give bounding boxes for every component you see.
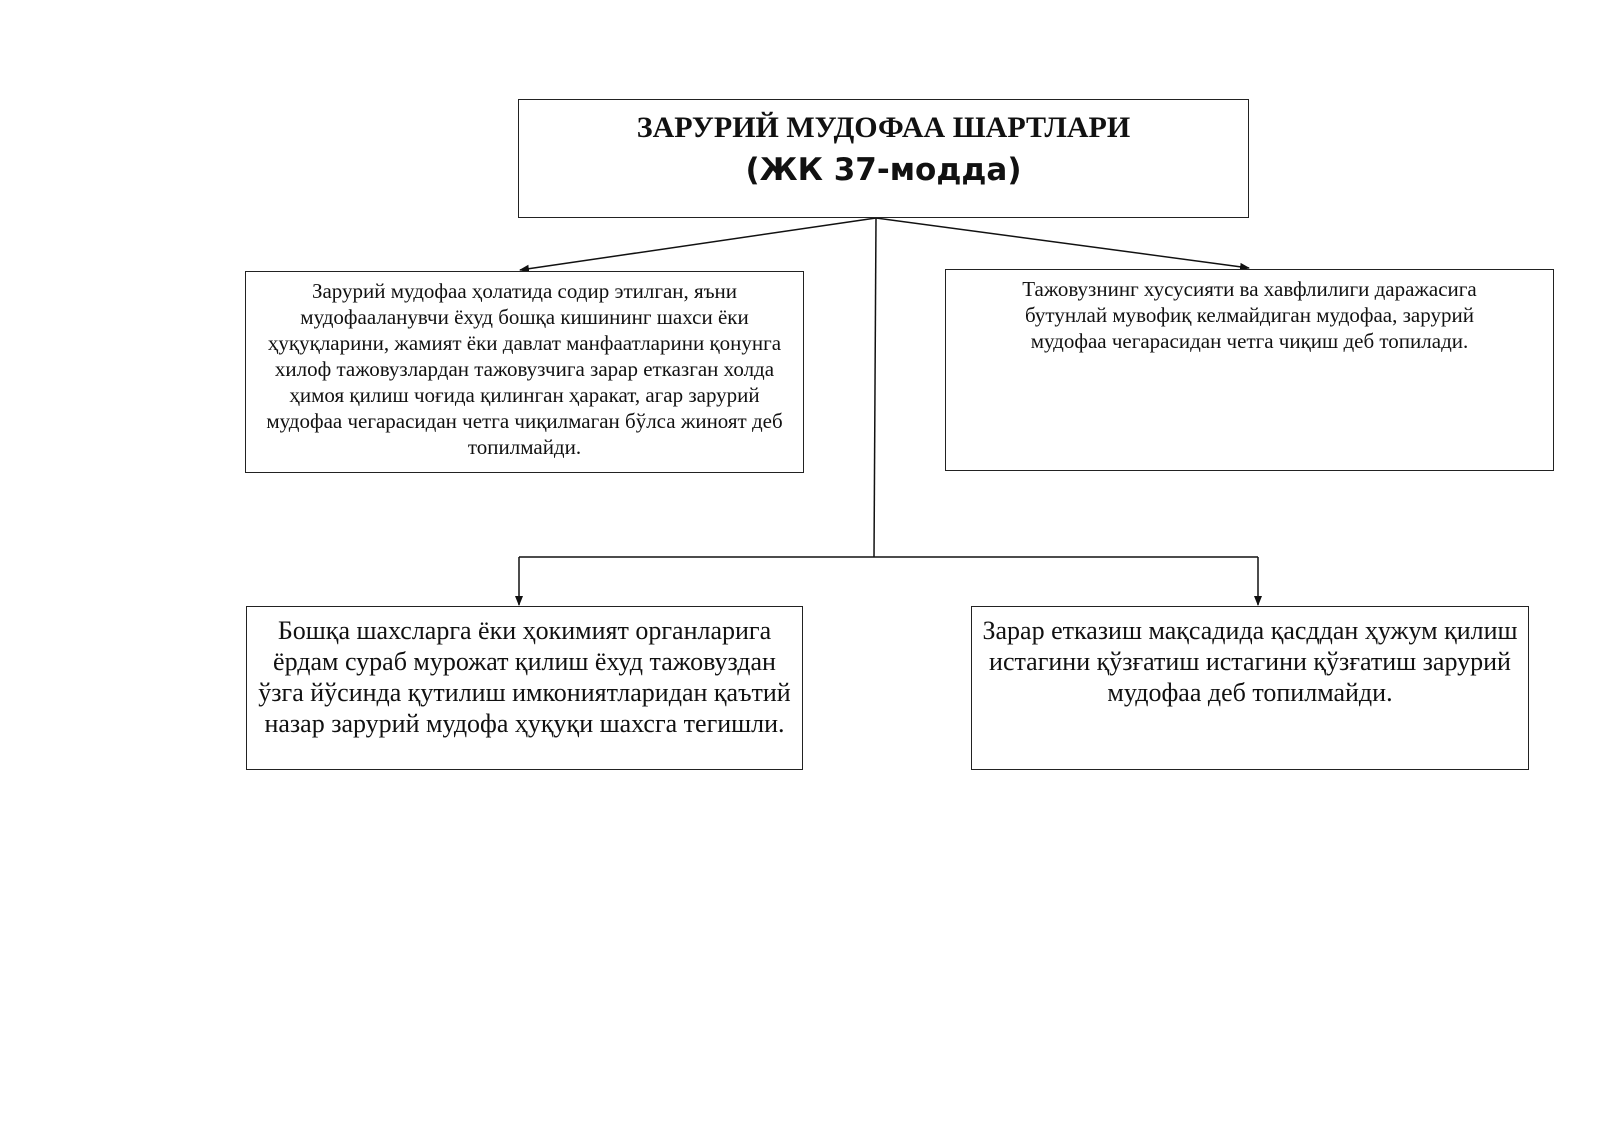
box-provocation: Зарар етказиш мақсадида қасддан ҳужум қилиш истагини қўзғатиш истагини қўзғатиш зарурий мудофаа деб топилмайди. xyxy=(971,606,1529,770)
arrow-to-left-box xyxy=(520,218,876,270)
box-right-belongs-to-person: Бошқа шахсларга ёки ҳокимият органларига ёрдам сураб мурожат қилиш ёхуд тажовуздан ўзга йўсинда қутилиш имкониятларидан қаътий назар зарурий мудофа ҳуқуқи шахсга тегишли. xyxy=(246,606,803,770)
box-lawful-defense: Зарурий мудофаа ҳолатида содир этилган, яъни мудофааланувчи ёхуд бошқа кишининг шахси ёки ҳуқуқларини, жамият ёки давлат манфаатларини қонунга хилоф тажовузлардан тажовузчига зарар етказган холда ҳимоя қилиш чоғида қилинган ҳаракат, агар зарурий мудофаа чегарасидан четга чиқилмаган бўлса жиноят деб топилмайди. xyxy=(245,271,804,473)
title-main: ЗАРУРИЙ МУДОФАА ШАРТЛАРИ xyxy=(636,111,1131,144)
trunk-line xyxy=(874,218,876,557)
arrow-to-right-box xyxy=(876,218,1249,268)
title-box xyxy=(518,99,1249,218)
title-article-reference: (ЖК 37-модда) xyxy=(745,152,1022,188)
box-exceeding-limits: Тажовузнинг хусусияти ва хавфлилиги даражасига бутунлай мувофиқ келмайдиган мудофаа, зарурий мудофаа чегарасидан четга чиқиш деб топилади. xyxy=(945,269,1554,471)
